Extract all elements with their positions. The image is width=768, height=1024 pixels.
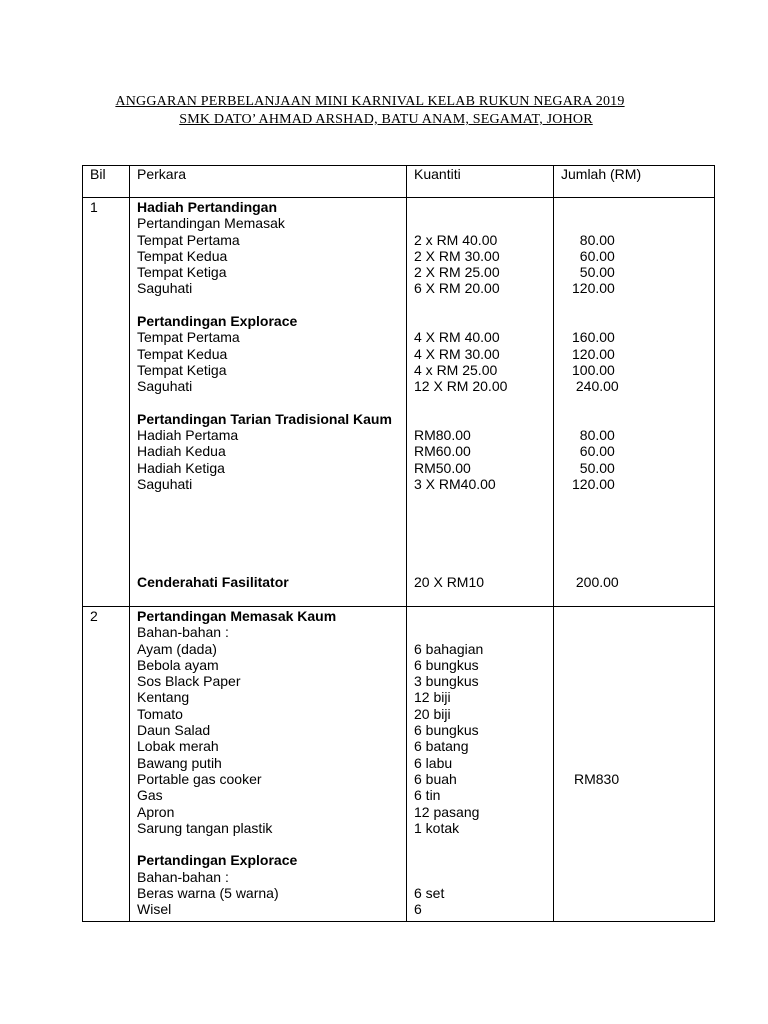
row1-sub2: Pertandingan Explorace <box>137 313 298 330</box>
list-item: Daun Salad <box>137 722 211 739</box>
list-item: Portable gas cooker <box>137 770 262 787</box>
qty-value: 6 tin <box>414 787 441 804</box>
row2-bil: 2 <box>90 608 98 624</box>
amount-value: 80.00 <box>572 231 615 248</box>
list-item: Tempat Pertama <box>137 329 240 346</box>
amount-value: 100.00 <box>572 361 615 378</box>
list-item: Apron <box>137 803 175 820</box>
table-row <box>83 198 715 607</box>
qty-value: 6 set <box>414 885 445 902</box>
qty-value: 3 bungkus <box>414 673 479 690</box>
table-header-row <box>83 166 715 198</box>
amount-value: 80.00 <box>572 427 615 444</box>
header-perkara: Perkara <box>130 166 407 198</box>
qty-value: 20 biji <box>414 705 451 722</box>
qty-value: 4 X RM 30.00 <box>414 345 500 362</box>
table-row <box>83 607 715 922</box>
qty-value: 12 X RM 20.00 <box>414 378 508 395</box>
row2-bil-cell <box>83 607 130 922</box>
qty-value: 4 x RM 25.00 <box>414 361 498 378</box>
row1-sub1: Pertandingan Memasak <box>137 215 285 232</box>
row1-kuantiti-cell <box>407 198 554 607</box>
qty-value: 2 X RM 25.00 <box>414 264 500 281</box>
list-item: Saguhati <box>137 378 193 395</box>
list-item: Tempat Kedua <box>137 345 228 362</box>
row1-fasilitator: Cenderahati Fasilitator <box>137 573 289 590</box>
list-item: Tomato <box>137 705 183 722</box>
list-item: Wisel <box>137 901 172 918</box>
list-item: Tempat Ketiga <box>137 361 227 378</box>
list-item: Tempat Pertama <box>137 231 240 248</box>
list-item: Sos Black Paper <box>137 673 241 690</box>
qty-value: 4 X RM 40.00 <box>414 329 500 346</box>
document-title: ANGGARAN PERBELANJAAN MINI KARNIVAL KELAB RUKUN NEGARA 2019 <box>115 94 625 109</box>
document-subtitle: SMK DATO’ AHMAD ARSHAD, BATU ANAM, SEGAMAT, JOHOR <box>179 112 593 127</box>
row2-perkara-cell <box>130 607 407 922</box>
list-item: Tempat Ketiga <box>137 264 227 281</box>
qty-value: 6 bahagian <box>414 640 484 657</box>
row1-sub3: Pertandingan Tarian Tradisional Kaum <box>137 410 392 427</box>
qty-value: 2 x RM 40.00 <box>414 231 498 248</box>
list-item: Saguhati <box>137 280 193 297</box>
qty-value: 6 buah <box>414 770 457 787</box>
budget-table <box>82 165 715 922</box>
amount-value: 60.00 <box>572 247 615 264</box>
list-item: Bawang putih <box>137 754 222 771</box>
qty-value: 12 biji <box>414 689 451 706</box>
row2-heading: Pertandingan Memasak Kaum <box>137 608 337 624</box>
qty-value: 12 pasang <box>414 803 480 820</box>
list-item: Hadiah Pertama <box>137 427 239 444</box>
qty-value: 6 <box>414 901 422 918</box>
list-item: Lobak merah <box>137 738 219 755</box>
amount-value: 120.00 <box>572 476 615 493</box>
list-item: Hadiah Kedua <box>137 443 226 460</box>
list-item: Kentang <box>137 689 190 706</box>
row1-bil-cell <box>83 198 130 607</box>
list-item: Saguhati <box>137 476 193 493</box>
qty-value: 20 X RM10 <box>414 573 485 590</box>
qty-value: 3 X RM40.00 <box>414 476 496 493</box>
amount-value: 50.00 <box>572 459 615 476</box>
list-item: Gas <box>137 787 163 804</box>
amount-value: 160.00 <box>572 329 615 346</box>
qty-value: 6 labu <box>414 754 453 771</box>
list-item: Beras warna (5 warna) <box>137 885 279 902</box>
qty-value: RM80.00 <box>414 427 471 444</box>
qty-value: 1 kotak <box>414 819 460 836</box>
qty-value: 6 bungkus <box>414 656 479 673</box>
header-bil: Bil <box>83 166 130 198</box>
list-item: Bebola ayam <box>137 656 219 673</box>
qty-value: 6 X RM 20.00 <box>414 280 500 297</box>
qty-value: RM50.00 <box>414 459 471 476</box>
amount-value: 240.00 <box>572 378 619 395</box>
amount-value: 60.00 <box>572 443 615 460</box>
list-item: Tempat Kedua <box>137 247 228 264</box>
list-item: Hadiah Ketiga <box>137 459 225 476</box>
row1-heading: Hadiah Pertandingan <box>137 199 278 215</box>
list-item: Ayam (dada) <box>137 640 217 657</box>
row2-total: RM830 <box>574 770 620 787</box>
list-item: Sarung tangan plastik <box>137 819 273 836</box>
qty-value: 2 X RM 30.00 <box>414 247 500 264</box>
qty-value: 6 bungkus <box>414 722 479 739</box>
row2-kuantiti-cell <box>407 607 554 922</box>
amount-value: 120.00 <box>572 345 615 362</box>
amount-value: 200.00 <box>572 573 619 590</box>
row1-jumlah-cell <box>554 198 715 607</box>
amount-value: 120.00 <box>572 280 615 297</box>
amount-value: 50.00 <box>572 264 615 281</box>
row2-sub2: Pertandingan Explorace <box>137 852 298 869</box>
row2-jumlah-cell <box>554 607 715 922</box>
qty-value: 6 batang <box>414 738 469 755</box>
row1-perkara-cell <box>130 198 407 607</box>
header-jumlah: Jumlah (RM) <box>554 166 715 198</box>
row2-bahan-label2: Bahan-bahan : <box>137 868 229 885</box>
header-kuantiti: Kuantiti <box>407 166 554 198</box>
qty-value: RM60.00 <box>414 443 471 460</box>
row1-bil: 1 <box>90 199 98 215</box>
row2-bahan-label: Bahan-bahan : <box>137 624 229 641</box>
